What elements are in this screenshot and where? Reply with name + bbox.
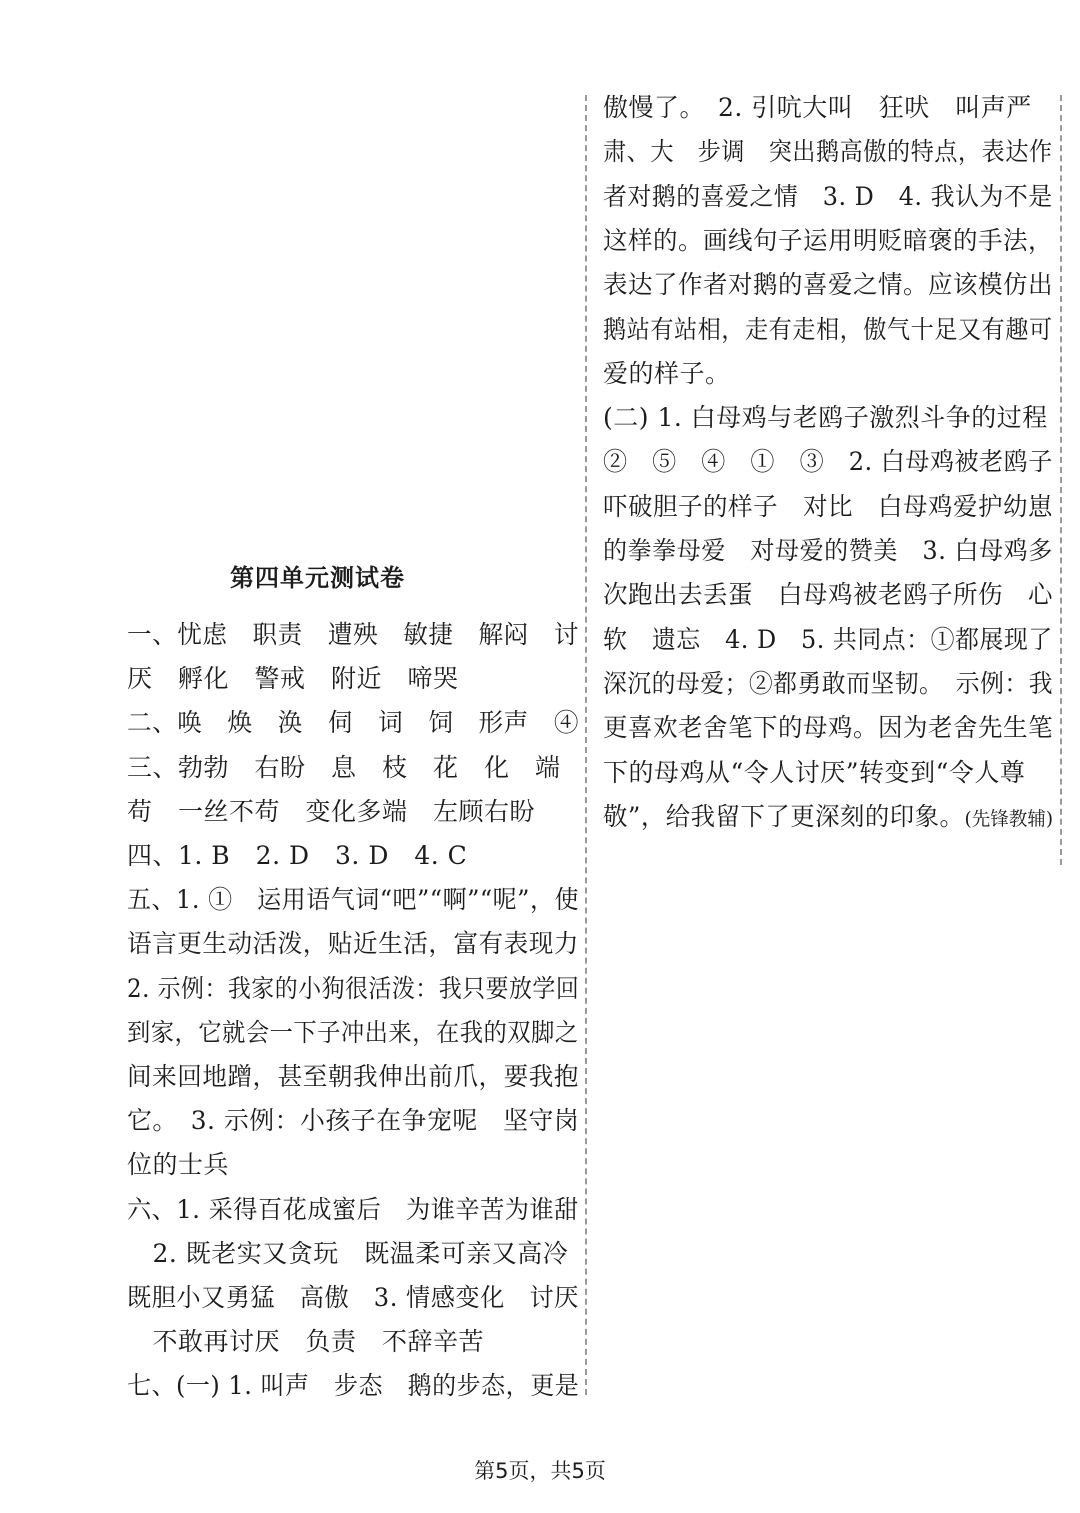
unit-test-title: 第四单元测试卷	[230, 564, 405, 592]
answer-line: 既胆小又勇猛 高傲 3. 情感变化 讨厌	[127, 1283, 579, 1312]
answer-line: 四、1. B 2. D 3. D 4. C	[127, 841, 468, 870]
answer-line: 三、勃勃 右盼 息 枝 花 化 端	[127, 752, 561, 782]
answer-line: 七、(一) 1. 叫声 步态 鹅的步态，更是	[127, 1371, 580, 1401]
answer-line: ② ⑤ ④ ① ③ 2. 白母鸡被老鸥子	[603, 447, 1053, 477]
answer-line: 深沉的母爱；②都勇敢而坚韧。 示例：我	[603, 668, 1054, 698]
answer-line: 吓破胆子的样子 对比 白母鸡爱护幼崽	[603, 491, 1054, 521]
answer-line: 表达了作者对鹅的喜爱之情。应该模仿出	[603, 270, 1054, 300]
answer-line: 敬”，给我留下了更深刻的印象。(先锋教辅)	[603, 801, 1054, 831]
left-column-divider	[585, 95, 587, 1395]
answer-line: (二) 1. 白母鸡与老鸥子激烈斗争的过程	[603, 403, 1048, 433]
answer-line: 爱的样子。	[603, 358, 731, 388]
answer-line: 到家，它就会一下子冲出来，在我的双脚之	[127, 1017, 579, 1047]
answer-line: 2. 示例：我家的小狗很活泼：我只要放学回	[127, 973, 580, 1003]
answer-line: 六、1. 采得百花成蜜后 为谁辛苦为谁甜	[127, 1194, 579, 1224]
answer-line: 间来回地蹭，甚至朝我伸出前爪，要我抱	[127, 1062, 580, 1091]
answer-line: 更喜欢老舍笔下的母鸡。因为老舍先生笔	[603, 713, 1054, 743]
answer-line: 二、唤 焕 涣 伺 词 饲 形声 ④	[127, 708, 580, 738]
answer-line: 这样的。画线句子运用明贬暗褒的手法，	[603, 225, 1054, 255]
answer-line: 一、忧虑 职责 遭殃 敏捷 解闷 讨	[127, 620, 580, 649]
answer-line: 鹅站有站相，走有走相，傲气十足又有趣可	[603, 314, 1053, 344]
answer-line: 语言更生动活泼，贴近生活，富有表现力	[127, 929, 580, 959]
publisher-credit: (先锋教辅)	[964, 807, 1054, 830]
page-number: 第5页，共5页	[474, 1459, 606, 1483]
right-column-divider	[1060, 95, 1062, 865]
answer-line: 下的母鸡从“令人讨厌”转变到“令人尊	[603, 757, 1026, 787]
answer-line: 不敢再讨厌 负责 不辞辛苦	[127, 1327, 485, 1357]
answer-line: 厌 孵化 警戒 附近 啼哭	[127, 664, 459, 694]
answer-line: 位的士兵	[127, 1150, 230, 1180]
answer-line: 2. 既老实又贪玩 既温柔可亲又高冷	[127, 1238, 569, 1268]
answer-line: 苟 一丝不苟 变化多端 左顾右盼	[127, 796, 536, 826]
answer-line: 次跑出去丢蛋 白母鸡被老鸥子所伤 心	[603, 580, 1054, 610]
answer-line: 者对鹅的喜爱之情 3. D 4. 我认为不是	[603, 181, 1053, 211]
answer-line: 肃、大 步调 突出鹅高傲的特点，表达作	[603, 137, 1053, 167]
answer-line: 软 遗忘 4. D 5. 共同点：①都展现了	[603, 624, 1053, 654]
answer-line: 五、1. ① 运用语气词“吧”“啊”“呢”，使	[127, 885, 579, 915]
answer-line: 的拳拳母爱 对母爱的赞美 3. 白母鸡多	[603, 536, 1053, 565]
answer-line: 它。 3. 示例：小孩子在争宠呢 坚守岗	[127, 1106, 580, 1136]
answer-line: 傲慢了。 2. 引吭大叫 狂吠 叫声严	[603, 93, 1032, 122]
